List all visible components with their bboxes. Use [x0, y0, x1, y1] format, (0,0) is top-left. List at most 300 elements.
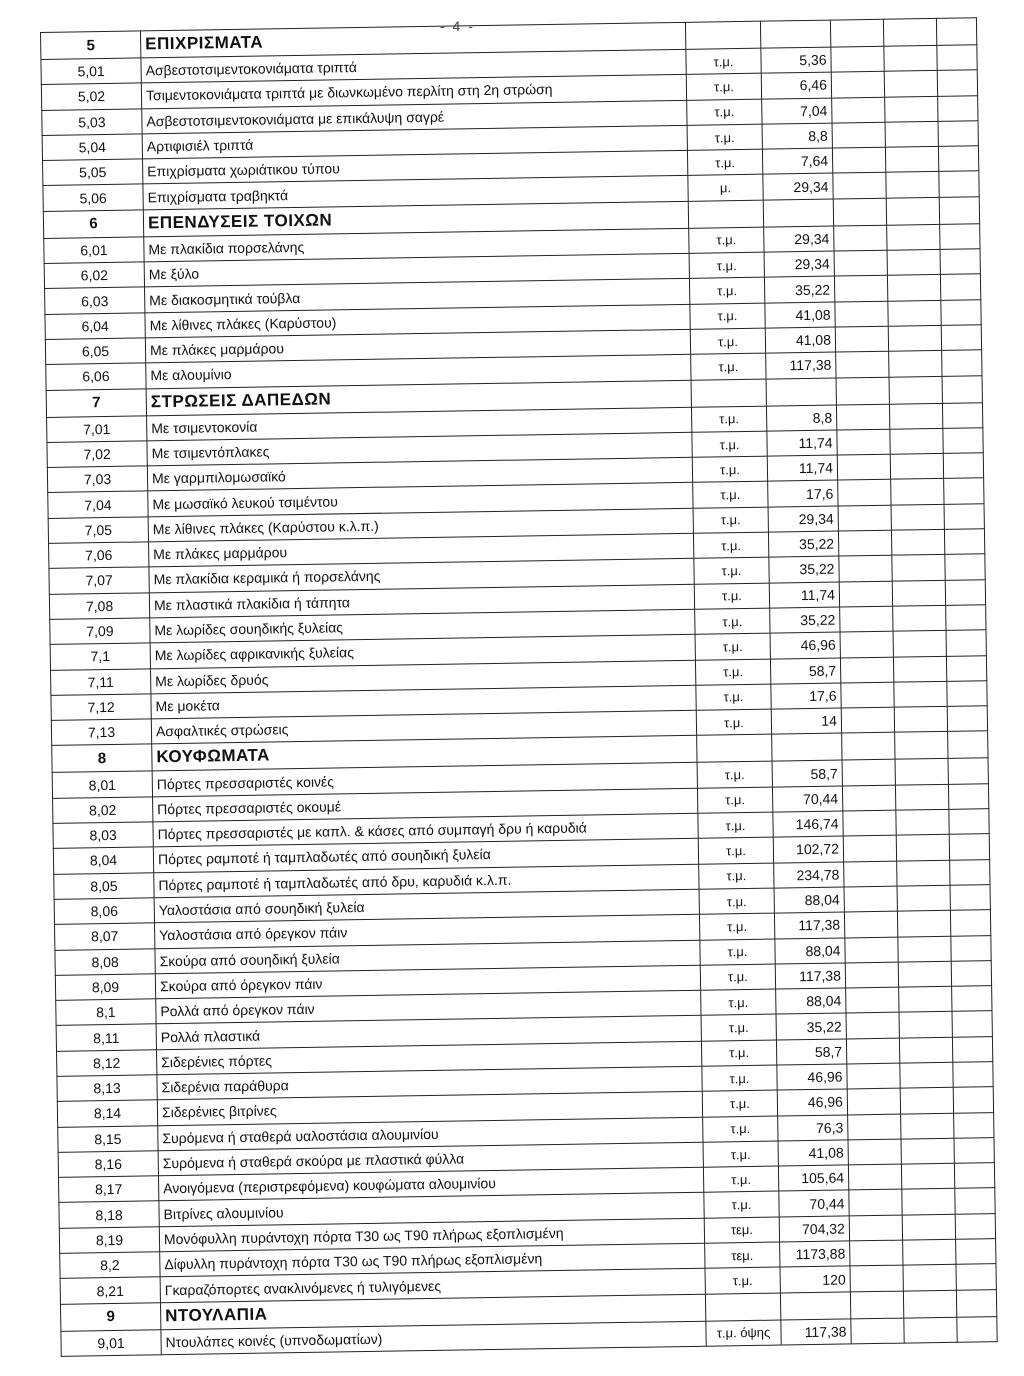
item-code-cell: 7,13: [51, 719, 151, 746]
empty-cell: [947, 706, 987, 732]
empty-cell: [836, 404, 889, 430]
unit-cell: τ.μ.: [694, 557, 769, 583]
item-code-cell: 7,01: [47, 415, 147, 442]
price-cell: 46,96: [777, 1089, 847, 1115]
description-cell: Με ξύλο: [144, 253, 689, 287]
item-code-cell: 5,01: [41, 58, 141, 85]
price-cell: 17,6: [771, 683, 841, 709]
empty-cell: [842, 760, 895, 786]
unit-cell: [705, 1293, 780, 1321]
empty-cell: [956, 1289, 996, 1317]
empty-cell: [842, 785, 895, 811]
empty-cell: [847, 1088, 900, 1114]
empty-cell: [903, 1290, 956, 1318]
empty-cell: [942, 375, 982, 403]
item-code-cell: 8,12: [57, 1049, 157, 1076]
empty-cell: [895, 732, 948, 760]
price-cell: 234,78: [774, 862, 844, 888]
description-cell: ΕΠΕΝΔΥΣΕΙΣ ΤΟΙΧΩΝ: [143, 201, 688, 237]
item-code-cell: 8,2: [60, 1252, 160, 1279]
empty-cell: [903, 1265, 956, 1291]
price-cell: 1173,88: [780, 1241, 850, 1267]
empty-cell: [844, 911, 897, 937]
unit-cell: τ.μ.: [691, 406, 766, 432]
price-cell: 117,38: [766, 352, 836, 378]
description-cell: Ανοιγόμενα (περιστρεφόμενα) κουφώματα αλουμινίου: [158, 1167, 703, 1201]
empty-cell: [846, 1013, 899, 1039]
unit-cell: τεμ.: [705, 1242, 780, 1268]
description-cell: Με λωρίδες σουηδικής ξυλείας: [150, 609, 695, 643]
item-code-cell: 5,02: [41, 83, 141, 110]
item-code-cell: 7,07: [49, 567, 149, 594]
empty-cell: [886, 172, 939, 198]
unit-cell: τ.μ.: [698, 837, 773, 863]
empty-cell: [943, 428, 983, 454]
unit-cell: τ.μ.: [697, 787, 772, 813]
unit-cell: τ.μ.: [692, 456, 767, 482]
item-code-cell: 7,11: [51, 668, 151, 695]
description-cell: ΣΤΡΩΣΕΙΣ ΔΑΠΕΔΩΝ: [146, 380, 691, 416]
price-cell: 88,04: [776, 988, 846, 1014]
empty-cell: [939, 171, 979, 197]
price-cell: 8,8: [762, 123, 832, 149]
unit-cell: τ.μ.: [699, 863, 774, 889]
empty-cell: [946, 605, 986, 631]
unit-cell: τ.μ.: [696, 684, 771, 710]
empty-cell: [849, 1215, 902, 1241]
price-cell: 17,6: [768, 480, 838, 506]
item-code-cell: 8: [52, 744, 152, 773]
description-cell: Ασβεστοτσιμεντοκονιάματα με επικάλυψη σαγρέ: [142, 100, 687, 134]
empty-cell: [833, 198, 886, 226]
empty-cell: [887, 249, 940, 275]
description-cell: Με αλουμίνιο: [146, 355, 691, 389]
empty-cell: [884, 45, 937, 71]
empty-cell: [832, 147, 885, 173]
empty-cell: [902, 1214, 955, 1240]
price-cell: 29,34: [768, 506, 838, 532]
price-cell: 105,64: [778, 1165, 848, 1191]
unit-cell: τ.μ.: [698, 812, 773, 838]
empty-cell: [841, 682, 894, 708]
unit-cell: τ.μ.: [695, 659, 770, 685]
unit-cell: τ.μ.: [686, 73, 761, 99]
empty-cell: [886, 197, 939, 225]
description-cell: Με μοκέτα: [151, 685, 696, 719]
empty-cell: [893, 631, 946, 657]
empty-cell: [957, 1316, 997, 1342]
item-code-cell: 8,08: [55, 948, 155, 975]
empty-cell: [946, 630, 986, 656]
item-code-cell: 6: [43, 210, 143, 239]
unit-cell: τ.μ.: [686, 48, 761, 74]
price-cell: 46,96: [777, 1064, 847, 1090]
item-code-cell: 8,01: [52, 771, 152, 798]
unit-cell: τεμ.: [704, 1217, 779, 1243]
empty-cell: [899, 986, 952, 1012]
empty-cell: [838, 530, 891, 556]
price-cell: [780, 1292, 850, 1320]
unit-cell: τ.μ.: [689, 278, 764, 304]
empty-cell: [942, 350, 982, 376]
price-cell: 29,34: [764, 226, 834, 252]
price-cell: 58,7: [776, 1039, 846, 1065]
unit-cell: τ.μ.: [696, 709, 771, 735]
empty-cell: [887, 224, 940, 250]
empty-cell: [901, 1163, 954, 1189]
unit-cell: τ.μ.: [697, 762, 772, 788]
empty-cell: [936, 18, 976, 46]
empty-cell: [954, 1138, 994, 1164]
empty-cell: [840, 657, 893, 683]
unit-cell: τ.μ.: [694, 583, 769, 609]
empty-cell: [830, 19, 883, 47]
unit-cell: [688, 200, 763, 228]
empty-cell: [897, 860, 950, 886]
description-cell: Γκαραζόπορτες ανακλινόμενες ή τυλιγόμενες: [160, 1269, 705, 1303]
item-code-cell: 8,03: [53, 822, 153, 849]
item-code-cell: 9,01: [61, 1329, 161, 1356]
price-list-sheet: [40, 17, 997, 1356]
unit-cell: τ.μ. όψης: [706, 1320, 781, 1346]
empty-cell: [846, 1038, 899, 1064]
empty-cell: [885, 121, 938, 147]
description-cell: Μονόφυλλη πυράντοχη πόρτα Τ30 ως Τ90 πλήρως εξοπλισμένη: [159, 1218, 704, 1252]
empty-cell: [889, 403, 942, 429]
empty-cell: [896, 835, 949, 861]
price-cell: 88,04: [774, 887, 844, 913]
empty-cell: [834, 225, 887, 251]
unit-cell: τ.μ.: [705, 1267, 780, 1293]
empty-cell: [895, 784, 948, 810]
empty-cell: [950, 885, 990, 911]
empty-cell: [948, 758, 988, 784]
empty-cell: [937, 70, 977, 96]
description-cell: Με γαρμπιλομωσαϊκό: [147, 457, 692, 491]
description-cell: Με λίθινες πλάκες (Καρύστου κ.λ.π.): [148, 508, 693, 542]
item-code-cell: 7: [46, 388, 146, 417]
description-cell: Με λίθινες πλάκες (Καρύστου): [145, 304, 690, 338]
empty-cell: [848, 1114, 901, 1140]
description-cell: Βιτρίνες αλουμινίου: [159, 1193, 704, 1227]
empty-cell: [944, 478, 984, 504]
price-cell: 41,08: [765, 327, 835, 353]
empty-cell: [849, 1190, 902, 1216]
empty-cell: [839, 581, 892, 607]
price-cell: 11,74: [767, 430, 837, 456]
item-code-cell: 8,04: [53, 847, 153, 874]
empty-cell: [848, 1139, 901, 1165]
empty-cell: [952, 1036, 992, 1062]
unit-cell: τ.μ.: [704, 1192, 779, 1218]
item-code-cell: 8,13: [57, 1075, 157, 1102]
empty-cell: [850, 1291, 903, 1319]
unit-cell: τ.μ.: [702, 1065, 777, 1091]
empty-cell: [843, 835, 896, 861]
empty-cell: [836, 377, 889, 405]
empty-cell: [831, 46, 884, 72]
description-cell: Αρτιφισιέλ τριπτά: [142, 125, 687, 159]
price-cell: 5,36: [761, 47, 831, 73]
empty-cell: [888, 325, 941, 351]
item-code-cell: 7,1: [50, 643, 150, 670]
empty-cell: [894, 706, 947, 732]
item-code-cell: 8,17: [58, 1176, 158, 1203]
unit-cell: τ.μ.: [692, 431, 767, 457]
item-code-cell: 6,05: [45, 338, 145, 365]
empty-cell: [850, 1265, 903, 1291]
item-code-cell: 8,05: [54, 872, 154, 899]
description-cell: Ρολλά πλαστικά: [156, 1016, 701, 1050]
empty-cell: [894, 681, 947, 707]
empty-cell: [896, 809, 949, 835]
item-code-cell: 5,06: [43, 184, 143, 211]
unit-cell: [691, 379, 766, 407]
empty-cell: [944, 503, 984, 529]
unit-cell: [697, 735, 772, 763]
price-cell: 120: [780, 1266, 850, 1292]
price-cell: 7,04: [762, 98, 832, 124]
empty-cell: [893, 605, 946, 631]
price-cell: 70,44: [779, 1190, 849, 1216]
empty-cell: [945, 579, 985, 605]
empty-cell: [883, 18, 936, 46]
empty-cell: [941, 325, 981, 351]
description-cell: Υαλοστάσια από σουηδική ξυλεία: [154, 889, 699, 923]
empty-cell: [947, 681, 987, 707]
empty-cell: [851, 1318, 904, 1344]
item-code-cell: 5,03: [42, 109, 142, 136]
empty-cell: [899, 1037, 952, 1063]
item-code-cell: 9: [60, 1302, 160, 1331]
empty-cell: [898, 936, 951, 962]
price-cell: 76,3: [778, 1115, 848, 1141]
empty-cell: [885, 147, 938, 173]
empty-cell: [898, 961, 951, 987]
empty-cell: [884, 71, 937, 97]
empty-cell: [954, 1112, 994, 1138]
item-code-cell: 7,08: [49, 592, 149, 619]
item-code-cell: 5,05: [43, 159, 143, 186]
empty-cell: [889, 351, 942, 377]
item-code-cell: 8,19: [59, 1227, 159, 1254]
empty-cell: [955, 1188, 995, 1214]
item-code-cell: 8,1: [56, 999, 156, 1026]
empty-cell: [893, 656, 946, 682]
unit-cell: τ.μ.: [703, 1166, 778, 1192]
empty-cell: [840, 631, 893, 657]
unit-cell: τ.μ.: [699, 913, 774, 939]
item-code-cell: 8,16: [58, 1151, 158, 1178]
empty-cell: [956, 1264, 996, 1290]
price-cell: 41,08: [765, 302, 835, 328]
description-cell: Σιδερένια παράθυρα: [157, 1066, 702, 1100]
description-cell: Με τσιμεντόπλακες: [147, 432, 692, 466]
empty-cell: [831, 72, 884, 98]
price-cell: 117,38: [775, 963, 845, 989]
empty-cell: [943, 453, 983, 479]
description-cell: Συρόμενα ή σταθερά σκούρα με πλαστικά φύλλα: [158, 1142, 703, 1176]
empty-cell: [940, 274, 980, 300]
empty-cell: [940, 224, 980, 250]
item-code-cell: 7,02: [47, 441, 147, 468]
unit-cell: τ.μ.: [687, 149, 762, 175]
description-cell: Σκούρα από σουηδική ξυλεία: [155, 940, 700, 974]
item-code-cell: 8,21: [60, 1277, 160, 1304]
empty-cell: [888, 300, 941, 326]
unit-cell: τ.μ.: [703, 1141, 778, 1167]
empty-cell: [838, 505, 891, 531]
price-cell: 35,22: [770, 607, 840, 633]
empty-cell: [950, 910, 990, 936]
empty-cell: [952, 1011, 992, 1037]
empty-cell: [891, 479, 944, 505]
item-code-cell: 7,06: [49, 542, 149, 569]
price-cell: 58,7: [770, 658, 840, 684]
price-cell: 7,64: [762, 148, 832, 174]
price-cell: 146,74: [773, 811, 843, 837]
item-code-cell: 6,02: [44, 262, 144, 289]
unit-cell: τ.μ.: [699, 888, 774, 914]
price-cell: 117,38: [781, 1319, 851, 1345]
description-cell: Με πλάκες μαρμάρου: [149, 533, 694, 567]
unit-cell: τ.μ.: [703, 1116, 778, 1142]
description-cell: Με πλάκες μαρμάρου: [145, 329, 690, 363]
empty-cell: [841, 707, 894, 733]
item-code-cell: 8,07: [55, 923, 155, 950]
price-cell: 58,7: [772, 760, 842, 786]
description-cell: Επιχρίσματα χωριάτικου τύπου: [143, 151, 688, 185]
empty-cell: [938, 146, 978, 172]
description-cell: Υαλοστάσια από όρεγκον πάιν: [155, 914, 700, 948]
description-cell: Πόρτες ραμποτέ ή ταμπλαδωτές από δρυ, καρυδιά κ.λ.π.: [154, 864, 699, 898]
unit-cell: τ.μ.: [690, 303, 765, 329]
empty-cell: [945, 554, 985, 580]
unit-cell: τ.μ.: [695, 633, 770, 659]
empty-cell: [901, 1113, 954, 1139]
item-code-cell: 7,03: [47, 466, 147, 493]
item-code-cell: 6,06: [46, 363, 146, 390]
empty-cell: [838, 480, 891, 506]
empty-cell: [847, 1063, 900, 1089]
price-cell: 8,8: [766, 405, 836, 431]
empty-cell: [949, 809, 989, 835]
empty-cell: [948, 731, 988, 759]
price-cell: 704,32: [779, 1216, 849, 1242]
item-code-cell: 7,05: [48, 517, 148, 544]
empty-cell: [889, 376, 942, 404]
empty-cell: [942, 402, 982, 428]
price-cell: 35,22: [769, 556, 839, 582]
empty-cell: [890, 428, 943, 454]
empty-cell: [955, 1213, 995, 1239]
item-code-cell: 8,02: [53, 797, 153, 824]
price-cell: 11,74: [767, 455, 837, 481]
empty-cell: [897, 885, 950, 911]
description-cell: Ντουλάπες κοινές (υπνοδωματίων): [161, 1321, 706, 1355]
empty-cell: [940, 249, 980, 275]
item-code-cell: 5,04: [42, 134, 142, 161]
empty-cell: [948, 783, 988, 809]
unit-cell: τ.μ.: [689, 227, 764, 253]
description-cell: Επιχρίσματα τραβηκτά: [143, 176, 688, 210]
empty-cell: [938, 121, 978, 147]
item-code-cell: 7,09: [50, 618, 150, 645]
empty-cell: [832, 97, 885, 123]
empty-cell: [904, 1317, 957, 1343]
empty-cell: [832, 122, 885, 148]
empty-cell: [951, 960, 991, 986]
price-cell: 46,96: [770, 632, 840, 658]
empty-cell: [903, 1239, 956, 1265]
empty-cell: [885, 96, 938, 122]
empty-cell: [843, 810, 896, 836]
price-cell: 29,34: [763, 174, 833, 200]
price-cell: [766, 378, 836, 406]
description-cell: Πόρτες πρεσσαριστές με καπλ. & κάσες από συμπαγή δρυ ή καρυδιά: [153, 813, 698, 847]
price-cell: 6,46: [761, 72, 831, 98]
empty-cell: [833, 173, 886, 199]
price-cell: 117,38: [774, 912, 844, 938]
empty-cell: [845, 962, 898, 988]
empty-cell: [941, 299, 981, 325]
empty-cell: [845, 937, 898, 963]
empty-cell: [902, 1189, 955, 1215]
empty-cell: [844, 861, 897, 887]
description-cell: Με λωρίδες αφρικανικής ξυλείας: [150, 635, 695, 669]
price-cell: 35,22: [768, 531, 838, 557]
unit-cell: τ.μ.: [693, 507, 768, 533]
unit-cell: [685, 21, 760, 49]
empty-cell: [953, 1087, 993, 1113]
description-cell: Ασβεστοτσιμεντοκονιάματα τριπτά: [141, 49, 686, 83]
empty-cell: [953, 1062, 993, 1088]
empty-cell: [938, 95, 978, 121]
item-code-cell: 6,01: [44, 237, 144, 264]
unit-cell: τ.μ.: [702, 1090, 777, 1116]
empty-cell: [837, 454, 890, 480]
unit-cell: τ.μ.: [701, 1040, 776, 1066]
description-cell: Πόρτες ραμποτέ ή ταμπλαδωτές από σουηδική ξυλεία: [153, 839, 698, 873]
description-cell: Με τσιμεντοκονία: [147, 407, 692, 441]
description-cell: Τσιμεντοκονιάματα τριπτά με διωνκωμένο περλίτη στη 2η στρώση: [141, 75, 686, 109]
description-cell: Με μωσαϊκό λευκού τσιμέντου: [148, 483, 693, 517]
item-code-cell: 7,12: [51, 694, 151, 721]
price-table: [40, 17, 998, 1357]
unit-cell: τ.μ.: [687, 124, 762, 150]
item-code-cell: 8,15: [58, 1125, 158, 1152]
price-cell: 14: [771, 708, 841, 734]
price-cell: [772, 733, 842, 761]
empty-cell: [897, 911, 950, 937]
empty-cell: [839, 556, 892, 582]
unit-cell: τ.μ.: [693, 532, 768, 558]
empty-cell: [836, 351, 889, 377]
page-number-mark: - 4 -: [440, 18, 475, 34]
empty-cell: [956, 1239, 996, 1265]
price-cell: 102,72: [773, 836, 843, 862]
description-cell: Σιδερένιες βιτρίνες: [157, 1092, 702, 1126]
empty-cell: [891, 504, 944, 530]
price-cell: 11,74: [769, 582, 839, 608]
item-code-cell: 8,06: [54, 898, 154, 925]
empty-cell: [901, 1138, 954, 1164]
unit-cell: τ.μ.: [695, 608, 770, 634]
empty-cell: [834, 250, 887, 276]
unit-cell: τ.μ.: [700, 939, 775, 965]
item-code-cell: 6,04: [45, 313, 145, 340]
price-cell: 70,44: [772, 786, 842, 812]
